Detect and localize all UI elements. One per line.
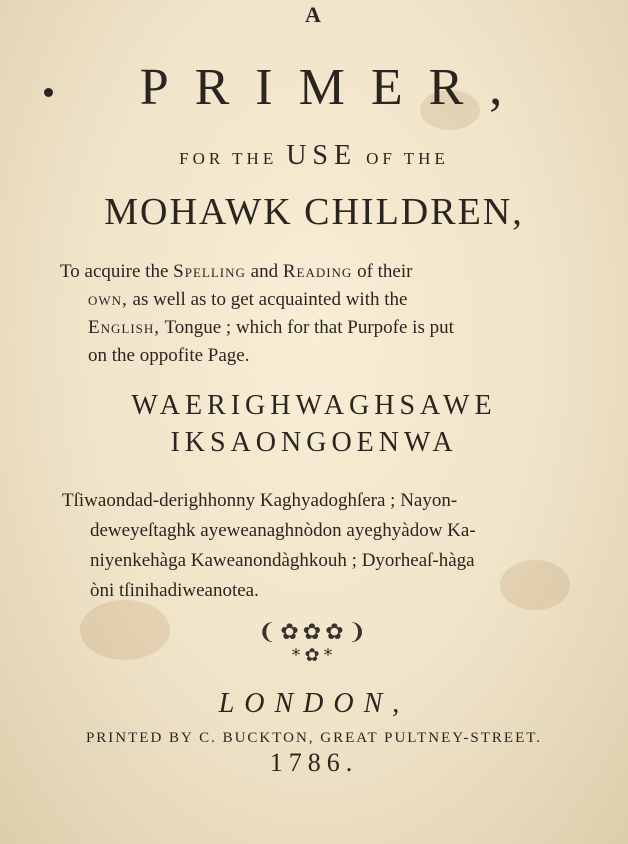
description-text: as well as to get acquainted with the [127, 289, 408, 310]
reading-text: Reading [282, 261, 353, 282]
mohawk-title-line-1: WAERIGHWAGHSAWE [131, 390, 497, 421]
mohawk-line-1: Tſiwaondad-derighhonny Kaghyadoghſera ; Nayon- [62, 490, 458, 511]
mohawk-title-line-2: IKSAONGOENWA [170, 427, 458, 458]
english-text: English, [88, 317, 161, 338]
description-line-3 [88, 314, 454, 342]
description-text: Tongue ; which for that Purpofe is put [160, 317, 454, 338]
spelling-text: Spelling [173, 261, 246, 282]
description-text: and [245, 261, 283, 282]
use-text: USE [286, 140, 358, 171]
mohawk-line-2: deweyeſtaghk ayeweanaghnòdon ayeghyàdow Ka- [90, 520, 476, 541]
for-the-text: FOR THE [179, 149, 278, 168]
printer-ornament-bottom: *✿* [291, 645, 337, 666]
for-use-line [0, 140, 628, 172]
title-primer-text: PRIMER, [139, 59, 529, 116]
of-the-text: OF THE [366, 149, 449, 168]
description-text: of their [352, 261, 413, 282]
mohawk-children-heading: MOHAWK CHILDREN, [104, 191, 524, 233]
description-text: To acquire the [60, 261, 174, 282]
own-text: own, [88, 289, 128, 310]
paper-stain [500, 560, 570, 610]
article-a: A [305, 2, 323, 27]
mohawk-line-4: òni tſinihadiweanotea. [90, 580, 259, 601]
imprint-year: 1786. [269, 748, 359, 777]
description-line-1 [60, 258, 412, 286]
description-line-4: on the oppofite Page. [88, 345, 250, 366]
printer-ornament-top: ❨✿✿✿❩ [257, 620, 371, 645]
title-primer [0, 58, 628, 117]
ink-dot [44, 88, 53, 97]
mohawk-line-3: niyenkehàga Kaweanondàghkouh ; Dyorheaſ-hàga [90, 550, 475, 571]
imprint-printer: PRINTED BY C. BUCKTON, GREAT PULTNEY-STREET. [85, 730, 543, 746]
imprint-city: LONDON, [218, 688, 410, 719]
description-line-2 [88, 286, 407, 314]
